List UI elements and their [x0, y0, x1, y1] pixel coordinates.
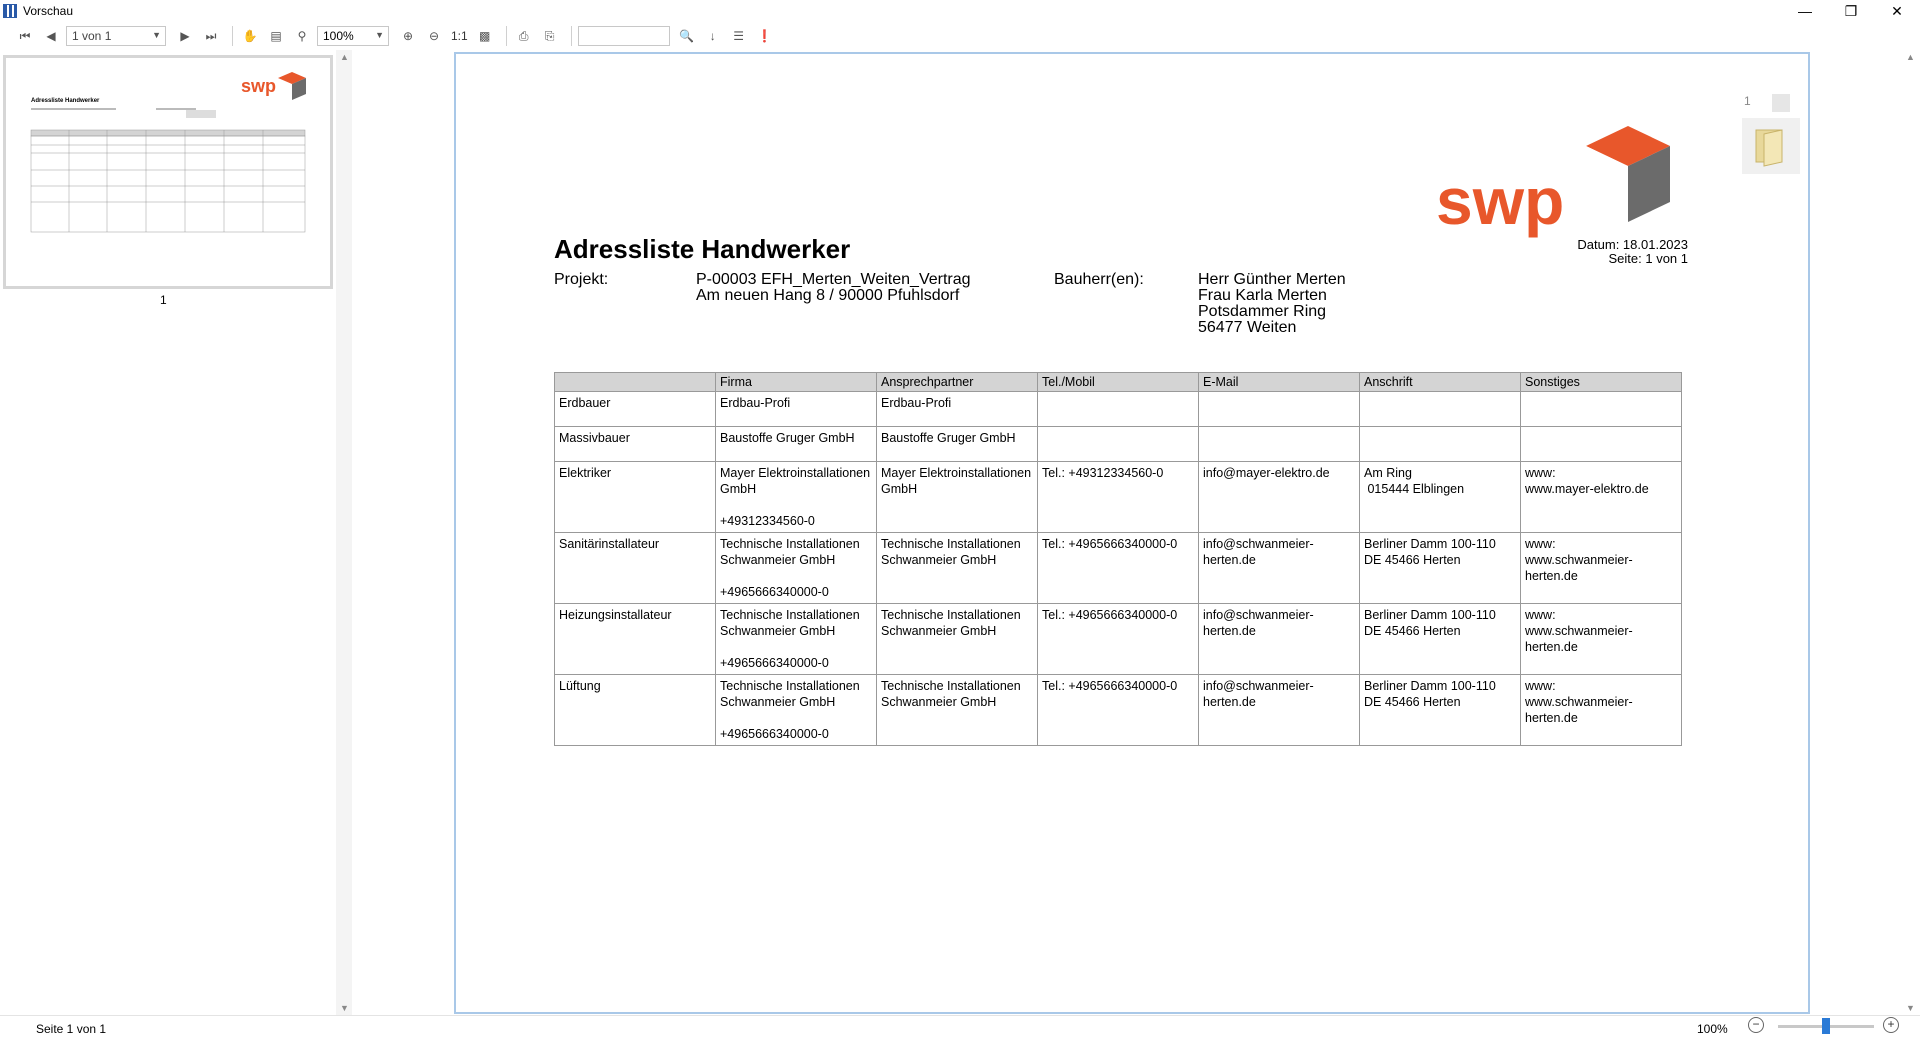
ansprech-cell	[877, 462, 1038, 533]
table-row	[555, 604, 1682, 675]
chevron-down-icon: ▼	[375, 30, 384, 40]
chevron-down-icon: ▼	[152, 30, 161, 40]
zoom-selector[interactable]	[317, 26, 389, 46]
tel-cell: Tel.: +4965666340000-0	[1038, 675, 1199, 746]
ansprech-line: Schwanmeier GmbH	[881, 553, 997, 567]
select-tool-icon[interactable]: ▤	[270, 29, 282, 43]
anschrift-line: Berliner Damm 100-110	[1364, 608, 1496, 622]
search-icon[interactable]: 🔍	[679, 29, 695, 43]
arrow-down-icon[interactable]: ↓	[709, 29, 716, 43]
ansprech-line: Schwanmeier GmbH	[881, 624, 997, 638]
gewerk-cell: Lüftung	[555, 675, 716, 746]
firma-phone: +4965666340000-0	[720, 585, 829, 599]
firma-cell	[716, 675, 877, 746]
anschrift-cell	[1360, 392, 1521, 427]
ansprech-line: Technische Installationen	[881, 537, 1021, 551]
tel-cell: Tel.: +4965666340000-0	[1038, 533, 1199, 604]
anschrift-cell	[1360, 604, 1521, 675]
firma-cell	[716, 462, 877, 533]
sonstiges-cell	[1521, 427, 1682, 462]
column-header: E-Mail	[1199, 373, 1360, 392]
sonstiges-line: www.schwanmeier-herten.de	[1525, 553, 1633, 583]
status-page-info: Seite 1 von 1	[36, 1022, 107, 1036]
ansprech-line: Technische Installationen	[881, 608, 1021, 622]
firma-cell	[716, 604, 877, 675]
thumbnail-page-number: 1	[160, 293, 167, 307]
anschrift-cell	[1360, 462, 1521, 533]
firma-phone: +4965666340000-0	[720, 656, 829, 670]
toolbar	[0, 22, 1920, 50]
email-cell: info@schwanmeier-herten.de	[1199, 675, 1360, 746]
sonstiges-line: www:	[1525, 608, 1556, 622]
table-row	[555, 427, 1682, 462]
table-row	[555, 392, 1682, 427]
export-icon[interactable]: ⎘	[544, 28, 555, 43]
chevron-up-icon[interactable]: ▲	[340, 52, 349, 62]
projekt-label: Projekt:	[554, 271, 609, 288]
next-page-button[interactable]: ▶	[180, 29, 190, 43]
status-bar	[0, 1015, 1920, 1040]
sonstiges-line: www.schwanmeier-herten.de	[1525, 695, 1633, 725]
anschrift-cell	[1360, 675, 1521, 746]
sonstiges-cell	[1521, 604, 1682, 675]
chevron-up-icon[interactable]: ▲	[1906, 52, 1915, 62]
gewerk-cell: Elektriker	[555, 462, 716, 533]
sonstiges-line: www:	[1525, 537, 1556, 551]
firma-phone: +4965666340000-0	[720, 727, 829, 741]
window-title: Vorschau	[23, 4, 74, 18]
tel-cell: Tel.: +49312334560-0	[1038, 462, 1199, 533]
toolbar-divider	[506, 26, 507, 46]
projekt-line2: Am neuen Hang 8 / 90000 Pfuhlsdorf	[696, 287, 960, 304]
anschrift-cell	[1360, 533, 1521, 604]
ansprech-line: Baustoffe Gruger GmbH	[881, 431, 1016, 445]
sonstiges-cell	[1521, 533, 1682, 604]
address-table	[554, 372, 1682, 746]
fit-page-icon[interactable]: ▩	[479, 29, 491, 43]
firma-line: Baustoffe Gruger GmbH	[720, 431, 855, 445]
zoom-out-button[interactable]: −	[1748, 1017, 1764, 1033]
chevron-down-icon[interactable]: ▼	[340, 1003, 349, 1013]
sonstiges-line: www.schwanmeier-herten.de	[1525, 624, 1633, 654]
firma-line: Technische Installationen	[720, 537, 860, 551]
sonstiges-line: www:	[1525, 679, 1556, 693]
sonstiges-cell	[1521, 675, 1682, 746]
previous-page-button[interactable]: ◀	[46, 29, 56, 43]
first-page-button[interactable]: ⏮	[19, 28, 31, 43]
page-selector-value: 1 von 1	[72, 29, 112, 43]
bauherr-line: Potsdammer Ring	[1198, 303, 1327, 320]
toolbar-divider	[571, 26, 572, 46]
ansprech-cell	[877, 604, 1038, 675]
anschrift-line: DE 45466 Herten	[1364, 695, 1461, 709]
gewerk-cell: Massivbauer	[555, 427, 716, 462]
app-icon	[3, 4, 17, 18]
close-button[interactable]: ✕	[1891, 2, 1903, 19]
column-header: Tel./Mobil	[1038, 373, 1199, 392]
restore-button[interactable]: ❐	[1844, 2, 1858, 19]
ansprech-cell	[877, 533, 1038, 604]
column-header: Ansprechpartner	[877, 373, 1038, 392]
sonstiges-cell	[1521, 462, 1682, 533]
firma-line: Schwanmeier GmbH	[720, 553, 836, 567]
side-page-number: 1	[1744, 94, 1751, 108]
email-cell	[1199, 392, 1360, 427]
gewerk-cell: Heizungsinstallateur	[555, 604, 716, 675]
thumbnail-scrollbar[interactable]	[336, 50, 352, 1015]
ansprech-line: Erdbau-Profi	[881, 396, 952, 410]
firma-cell	[716, 533, 877, 604]
side-page-box[interactable]	[1772, 94, 1790, 112]
email-cell: info@mayer-elektro.de	[1199, 462, 1360, 533]
search-input[interactable]	[578, 26, 670, 46]
tel-cell	[1038, 427, 1199, 462]
ansprech-line: Technische Installationen	[881, 679, 1021, 693]
ansprech-cell	[877, 392, 1038, 427]
gewerk-cell: Sanitärinstallateur	[555, 533, 716, 604]
swp-logo	[1436, 114, 1696, 244]
document-title: Adressliste Handwerker	[554, 234, 851, 264]
sonstiges-line: www.mayer-elektro.de	[1525, 482, 1649, 496]
list-view-icon[interactable]: ☰	[733, 29, 745, 43]
title-bar	[0, 0, 1920, 22]
ansprech-line: GmbH	[881, 482, 918, 496]
actual-size-button[interactable]: 1:1	[451, 29, 468, 43]
window-controls	[1782, 0, 1920, 22]
firma-cell	[716, 427, 877, 462]
thumbnail-preview	[6, 58, 330, 286]
svg-text:swp: swp	[241, 76, 277, 96]
anschrift-line: Berliner Damm 100-110	[1364, 679, 1496, 693]
table-header-row	[555, 373, 1682, 392]
status-zoom-value: 100%	[1697, 1022, 1728, 1036]
firma-line: Mayer Elektroinstallationen	[720, 466, 871, 480]
minimize-button[interactable]: —	[1798, 3, 1812, 19]
firma-line: Technische Installationen	[720, 679, 860, 693]
date-label: Datum: 18.01.2023	[1577, 237, 1688, 252]
firma-line: GmbH	[720, 482, 757, 496]
column-header	[555, 373, 716, 392]
toolbar-divider	[232, 26, 233, 46]
preview-scrollbar[interactable]	[1902, 50, 1920, 1015]
column-header: Firma	[716, 373, 877, 392]
firma-phone: +49312334560-0	[720, 514, 815, 528]
folder-icon[interactable]	[1742, 118, 1800, 174]
bauherr-line: 56477 Weiten	[1198, 319, 1297, 336]
anschrift-line: 015444 Elblingen	[1364, 482, 1465, 496]
zoom-selector-value: 100%	[323, 29, 354, 43]
bauherr-line: Frau Karla Merten	[1198, 287, 1327, 304]
last-page-button[interactable]: ⏭	[205, 28, 217, 43]
ansprech-line: Mayer Elektroinstallationen	[881, 466, 1032, 480]
gewerk-cell: Erdbauer	[555, 392, 716, 427]
hand-tool-icon[interactable]: ✋	[242, 29, 258, 43]
firma-line: Technische Installationen	[720, 608, 860, 622]
ansprech-cell	[877, 427, 1038, 462]
date-block	[1577, 238, 1688, 266]
page-selector[interactable]	[66, 26, 166, 46]
svg-text:Adressliste Handwerker: Adressliste Handwerker	[31, 98, 100, 104]
zoom-area-icon[interactable]: ⚲	[297, 29, 307, 43]
preview-area	[362, 50, 1902, 1015]
anschrift-line: Am Ring	[1364, 466, 1412, 480]
table-row	[555, 675, 1682, 746]
zoom-slider[interactable]	[1778, 1025, 1874, 1028]
page-thumbnail[interactable]	[3, 55, 333, 289]
column-header: Anschrift	[1360, 373, 1521, 392]
ansprech-cell	[877, 675, 1038, 746]
folder-svg	[1742, 118, 1800, 174]
anschrift-line: Berliner Damm 100-110	[1364, 537, 1496, 551]
bauherr-line: Herr Günther Merten	[1198, 271, 1346, 288]
sonstiges-line: www:	[1525, 466, 1556, 480]
page-label: Seite: 1 von 1	[1608, 251, 1688, 266]
logo-text: swp	[1436, 164, 1565, 238]
email-cell	[1199, 427, 1360, 462]
zoom-in-icon[interactable]: ⊕	[402, 29, 414, 43]
chevron-down-icon[interactable]: ▼	[1906, 1003, 1915, 1013]
anschrift-line: DE 45466 Herten	[1364, 624, 1461, 638]
sonstiges-cell	[1521, 392, 1682, 427]
anschrift-cell	[1360, 427, 1521, 462]
firma-cell	[716, 392, 877, 427]
table-row	[555, 462, 1682, 533]
email-cell: info@schwanmeier-herten.de	[1199, 533, 1360, 604]
anschrift-line: DE 45466 Herten	[1364, 553, 1461, 567]
document-page	[454, 52, 1810, 1014]
projekt-line1: P-00003 EFH_Merten_Weiten_Vertrag	[696, 271, 971, 288]
tel-cell: Tel.: +4965666340000-0	[1038, 604, 1199, 675]
bauherr-label: Bauherr(en):	[1054, 271, 1144, 288]
zoom-out-icon[interactable]: ⊖	[428, 29, 440, 43]
bookmark-icon[interactable]: ❗	[757, 29, 773, 43]
email-cell: info@schwanmeier-herten.de	[1199, 604, 1360, 675]
print-icon[interactable]: ⎙	[518, 28, 529, 43]
ansprech-line: Schwanmeier GmbH	[881, 695, 997, 709]
thumbnail-panel	[0, 50, 352, 1015]
tel-cell	[1038, 392, 1199, 427]
firma-line: Erdbau-Profi	[720, 396, 791, 410]
table-row	[555, 533, 1682, 604]
firma-line: Schwanmeier GmbH	[720, 695, 836, 709]
zoom-slider-thumb[interactable]	[1822, 1018, 1830, 1034]
firma-line: Schwanmeier GmbH	[720, 624, 836, 638]
zoom-in-button[interactable]: +	[1883, 1017, 1899, 1033]
column-header: Sonstiges	[1521, 373, 1682, 392]
